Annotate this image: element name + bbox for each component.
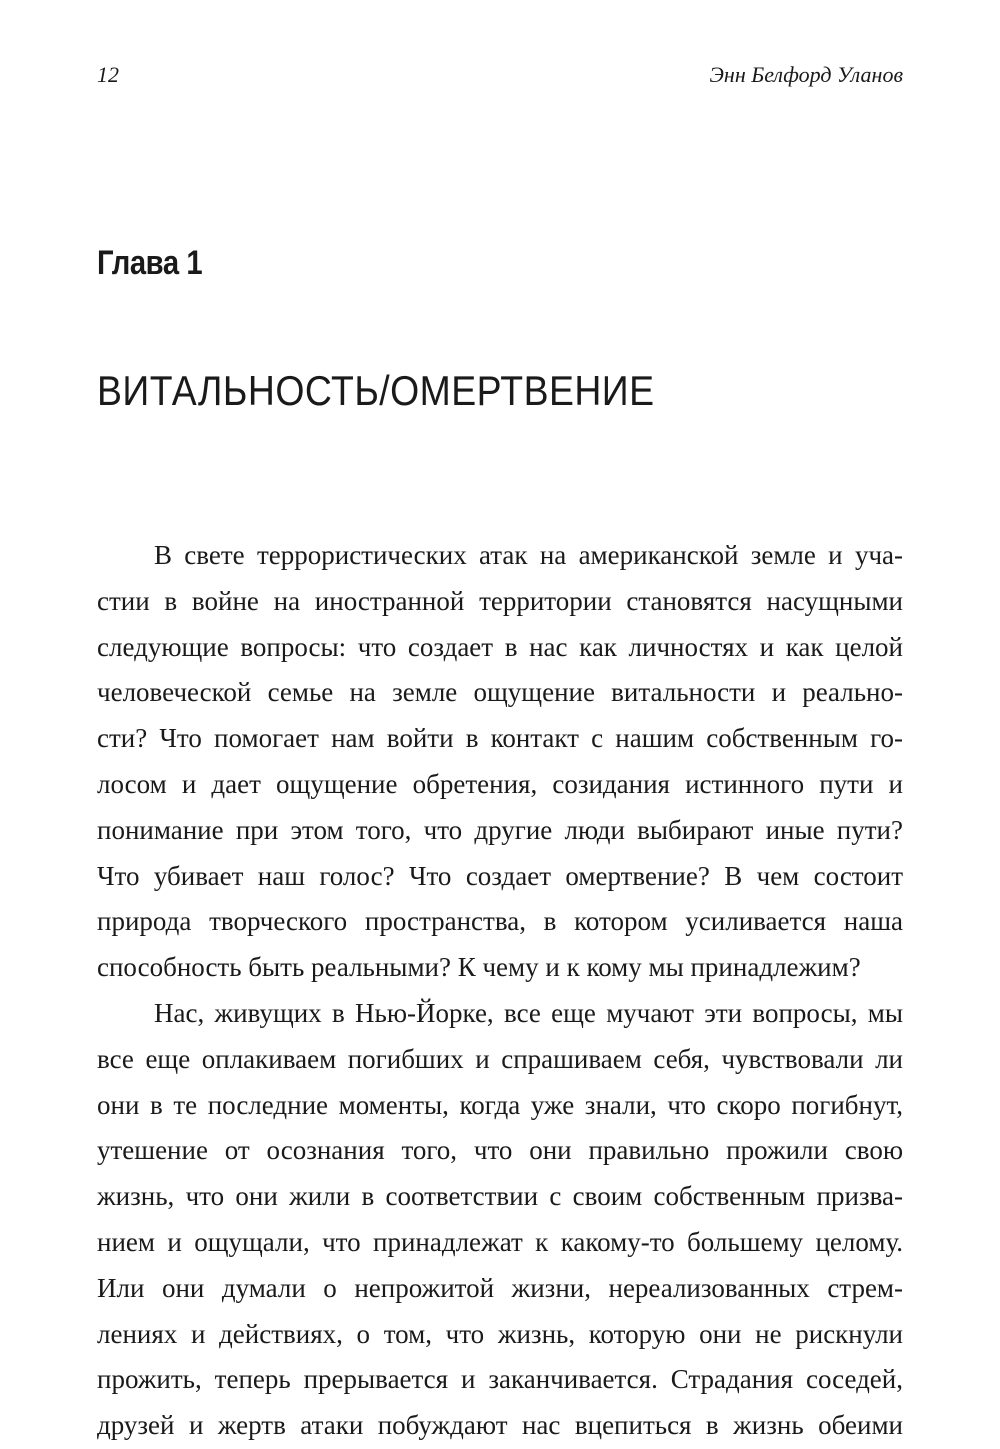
paragraph bbox=[97, 991, 903, 1449]
text-line: Или они думали о непрожитой жизни, нереализованных стрем- bbox=[97, 1272, 903, 1303]
text-line: нием и ощущали, что принадлежат к какому-то большему целому. bbox=[97, 1226, 903, 1257]
paragraph bbox=[97, 533, 903, 991]
text-line: природа творческого пространства, в котором усиливается наша bbox=[97, 906, 903, 937]
text-line: В свете террористических атак на американской земле и уча- bbox=[154, 540, 903, 570]
text-line: способность быть реальными? К чему и к кому мы принадлежим? bbox=[97, 952, 861, 983]
text-line: стии в войне на иностранной территории становятся насущными bbox=[97, 585, 903, 616]
text-line: следующие вопросы: что создает в нас как личностях и как целой bbox=[97, 631, 903, 662]
page-number: 12 bbox=[97, 62, 119, 87]
chapter-label: Глава 1 bbox=[97, 244, 203, 282]
text-line: лосом и дает ощущение обретения, созидания истинного пути и bbox=[97, 768, 903, 799]
text-line: Что убивает наш голос? Что создает омертвение? В чем состоит bbox=[97, 860, 903, 891]
text-line: Нас, живущих в Нью-Йорке, все еще мучают эти вопросы, мы bbox=[154, 997, 903, 1028]
text-line: друзей и жертв атаки побуждают нас вцепиться в жизнь обеими bbox=[97, 1410, 903, 1441]
text-line: понимание при этом того, что другие люди выбирают иные пути? bbox=[97, 814, 903, 845]
text-line: человеческой семье на земле ощущение витальности и реально- bbox=[97, 677, 903, 708]
text-line: все еще оплакиваем погибших и спрашиваем себя, чувствовали ли bbox=[97, 1043, 903, 1074]
running-head-author: Энн Белфорд Уланов bbox=[709, 62, 903, 87]
body-text bbox=[97, 533, 903, 1449]
running-head bbox=[97, 60, 903, 90]
text-line: прожить, теперь прерывается и заканчивается. Страдания соседей, bbox=[97, 1364, 903, 1395]
text-line: утешение от осознания того, что они правильно прожили свою bbox=[97, 1135, 903, 1166]
text-line: они в те последние моменты, когда уже знали, что скоро погибнут, bbox=[97, 1089, 903, 1120]
text-line: лениях и действиях, о том, что жизнь, которую они не рискнули bbox=[97, 1318, 903, 1349]
chapter-title: ВИТАЛЬНОСТЬ/ОМЕРТВЕНИЕ bbox=[97, 367, 655, 414]
text-line: жизнь, что они жили в соответствии с своим собственным призва- bbox=[97, 1181, 903, 1212]
text-line: сти? Что помогает нам войти в контакт с нашим собственным го- bbox=[97, 723, 903, 754]
